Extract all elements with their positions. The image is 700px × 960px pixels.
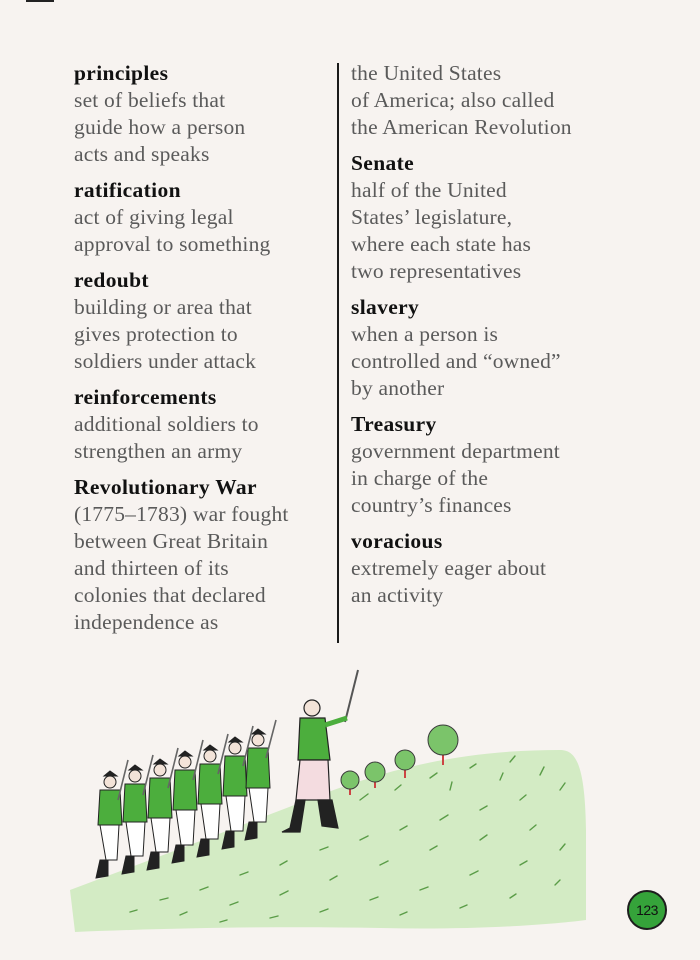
glossary-entry-ratification xyxy=(74,177,336,258)
glossary-entry-senate xyxy=(351,150,651,285)
glossary-term: voracious xyxy=(351,529,443,553)
glossary-definition: set of beliefs that guide how a person acts and speaks xyxy=(74,88,246,166)
glossary-entry-voracious xyxy=(351,528,651,609)
glossary-term: reinforcements xyxy=(74,385,217,409)
glossary-term: Revolutionary War xyxy=(74,475,257,499)
glossary-entry-reinforcements xyxy=(74,384,336,465)
top-rule xyxy=(26,0,54,2)
page-number: 123 xyxy=(636,902,658,918)
glossary-entry-principles xyxy=(74,60,336,168)
glossary-definition: extremely eager about an activity xyxy=(351,556,547,607)
glossary-term: ratification xyxy=(74,178,181,202)
glossary-definition: (1775–1783) war fought between Great Britain and thirteen of its colonies that declared independence as xyxy=(74,502,289,634)
glossary-entry-revolutionary-war-continued xyxy=(351,60,651,141)
column-divider xyxy=(337,63,339,643)
glossary-entry-revolutionary-war xyxy=(74,474,336,636)
glossary-entry-slavery xyxy=(351,294,651,402)
glossary-term: principles xyxy=(74,61,169,85)
glossary-term: Senate xyxy=(351,151,415,175)
glossary-definition: act of giving legal approval to something xyxy=(74,205,271,256)
glossary-entry-treasury xyxy=(351,411,651,519)
glossary-left-column xyxy=(74,60,336,645)
glossary-definition: government department in charge of the country’s finances xyxy=(351,439,560,517)
soldiers-marching-up-hill-icon xyxy=(0,650,700,960)
glossary-right-column xyxy=(351,60,651,618)
glossary-entry-redoubt xyxy=(74,267,336,375)
glossary-definition: additional soldiers to strengthen an army xyxy=(74,412,259,463)
glossary-term: Treasury xyxy=(351,412,437,436)
glossary-definition: building or area that gives protection to soldiers under attack xyxy=(74,295,257,373)
page-number-badge xyxy=(627,890,667,930)
glossary-definition-continued: the United States of America; also called the American Revolution xyxy=(351,61,572,139)
glossary-term: slavery xyxy=(351,295,420,319)
glossary-definition: half of the United States’ legislature, where each state has two representatives xyxy=(351,178,532,283)
glossary-definition: when a person is controlled and “owned” by another xyxy=(351,322,561,400)
glossary-term: redoubt xyxy=(74,268,149,292)
